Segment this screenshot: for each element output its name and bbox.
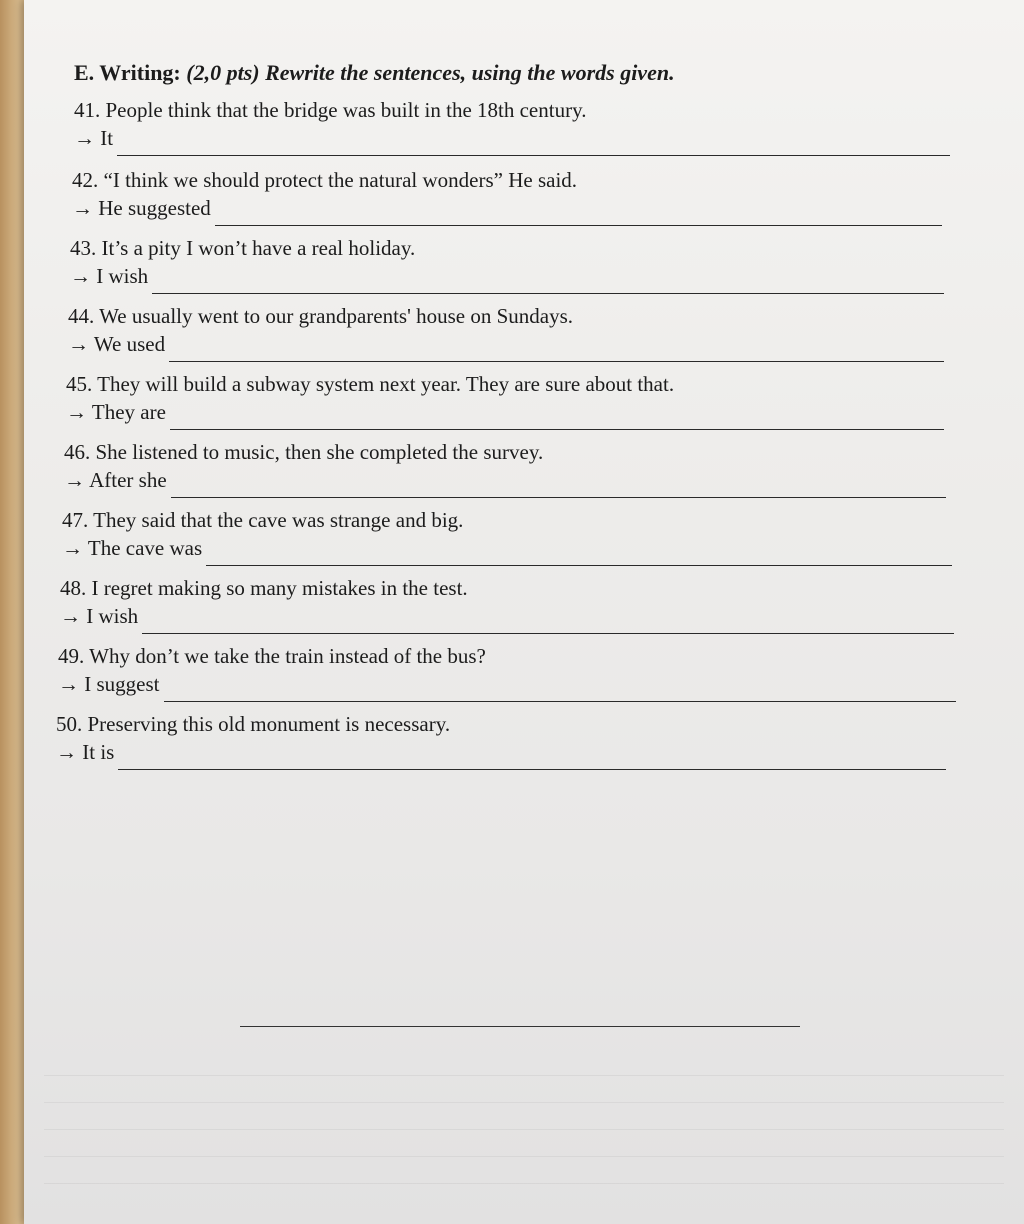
- answer-prompt: → I wish: [60, 604, 139, 628]
- answer-blank[interactable]: [171, 496, 946, 498]
- answer-prompt: → He suggested: [72, 196, 211, 220]
- writing-section: [56, 58, 970, 776]
- answer-prompt: → It: [74, 126, 114, 150]
- question-text: 47. They said that the cave was strange and big.: [62, 508, 464, 532]
- answer-blank[interactable]: [142, 632, 954, 634]
- exercise-45: [66, 364, 970, 436]
- answer-blank[interactable]: [118, 768, 946, 770]
- answer-prompt: → After she: [64, 468, 167, 492]
- question-text: 46. She listened to music, then she completed the survey.: [64, 440, 544, 464]
- exercise-43: [70, 228, 970, 300]
- question-text: 44. We usually went to our grandparents' house on Sundays.: [68, 304, 574, 328]
- exercise-42: [72, 160, 970, 232]
- answer-prompt: → They are: [66, 400, 166, 424]
- question-text: 49. Why don’t we take the train instead of the bus?: [58, 644, 486, 668]
- section-instruction: Rewrite the sentences, using the words given.: [265, 60, 675, 85]
- answer-prompt: → We used: [68, 332, 166, 356]
- worksheet-paper: [24, 0, 1024, 1224]
- exercise-44: [68, 296, 970, 368]
- exercise-49: [58, 636, 970, 708]
- answer-blank[interactable]: [117, 154, 950, 156]
- answer-prompt: → I suggest: [58, 672, 160, 696]
- question-text: 41. People think that the bridge was built in the 18th century.: [74, 98, 587, 122]
- answer-prompt: → It is: [56, 740, 115, 764]
- show-through-text: [44, 1050, 1004, 1210]
- section-points: (2,0 pts): [186, 60, 260, 85]
- question-text: 48. I regret making so many mistakes in the test.: [60, 576, 468, 600]
- answer-blank[interactable]: [164, 700, 957, 702]
- question-text: 43. It’s a pity I won’t have a real holiday.: [70, 236, 416, 260]
- question-text: 45. They will build a subway system next year. They are sure about that.: [66, 372, 675, 396]
- exercise-46: [64, 432, 970, 504]
- answer-blank[interactable]: [215, 224, 942, 226]
- section-letter: E. Writing:: [74, 60, 181, 85]
- answer-blank[interactable]: [169, 360, 944, 362]
- section-end-rule: [240, 1026, 800, 1027]
- answer-prompt: → The cave was: [62, 536, 203, 560]
- answer-blank[interactable]: [170, 428, 944, 430]
- exercise-47: [62, 500, 970, 572]
- exercise-48: [60, 568, 970, 640]
- exercise-41: [74, 90, 970, 162]
- exercise-50: [56, 704, 970, 776]
- section-heading: [74, 58, 970, 88]
- answer-blank[interactable]: [152, 292, 944, 294]
- question-text: 50. Preserving this old monument is necessary.: [56, 712, 451, 736]
- question-text: 42. “I think we should protect the natural wonders” He said.: [72, 168, 578, 192]
- answer-blank[interactable]: [206, 564, 952, 566]
- answer-prompt: → I wish: [70, 264, 149, 288]
